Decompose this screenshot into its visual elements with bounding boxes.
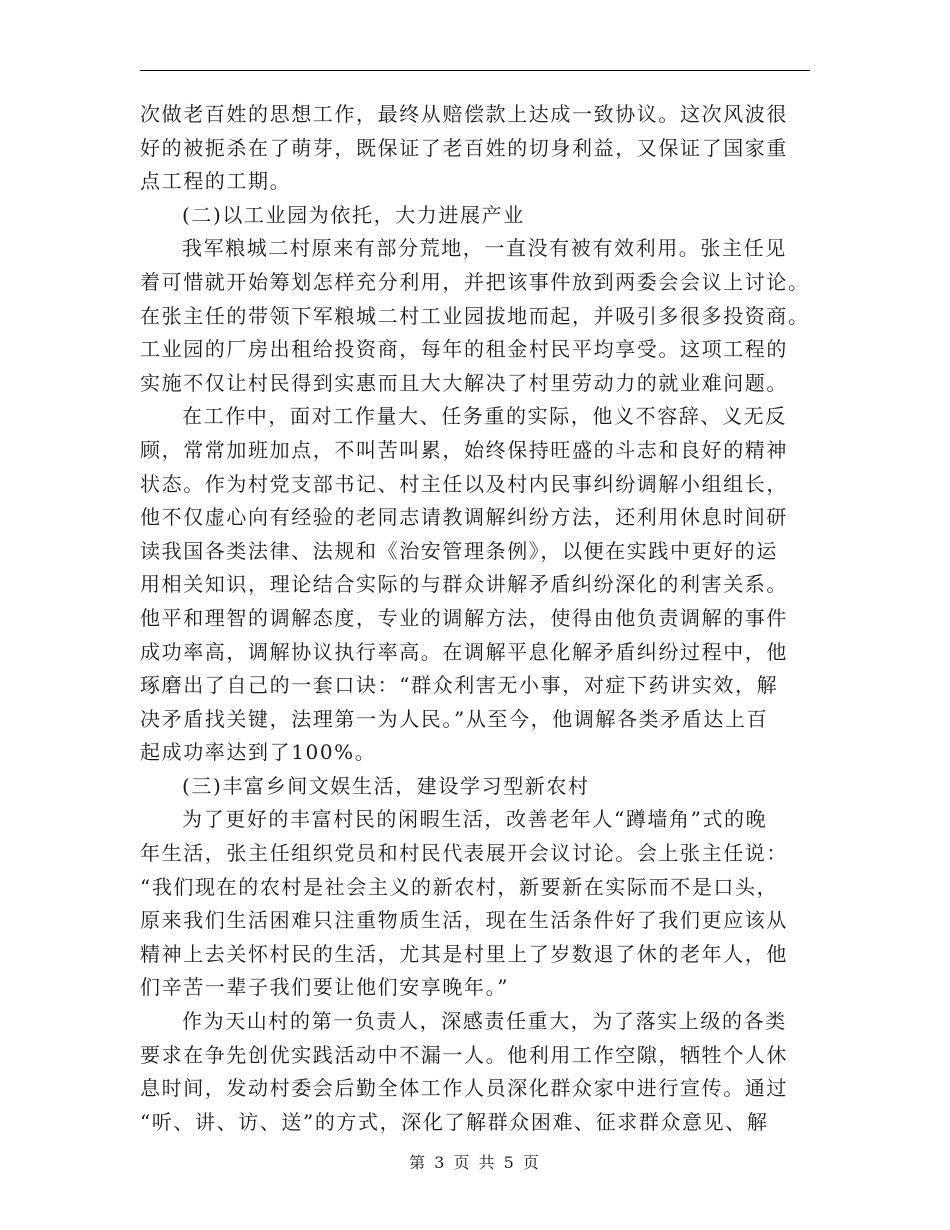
text-line: 作为天山村的第一负责人，深感责任重大，为了落实上级的各类 — [182, 1009, 787, 1034]
text-line: 实施不仅让村民得到实惠而且大大解决了村里劳动力的就业难问题。 — [140, 370, 788, 395]
text-line: 决矛盾找关键，法理第一为人民。”从至今，他调解各类矛盾达上百 — [140, 706, 769, 731]
text-line: 状态。作为村党支部书记、村主任以及村内民事纠纷调解小组组长， — [140, 471, 788, 496]
header-rule — [140, 70, 810, 71]
text-line: 年生活，张主任组织党员和村民代表展开会议讨论。会上张主任说： — [140, 841, 788, 866]
text-line: 为了更好的丰富村民的闲暇生活，改善老年人“蹲墙角”式的晚 — [182, 807, 768, 832]
text-line: 在工作中，面对工作量大、任务重的实际，他义不容辞、义无反 — [182, 404, 787, 429]
text-line: (三)丰富乡间文娱生活，建设学习型新农村 — [182, 773, 590, 798]
text-line: “我们现在的农村是社会主义的新农村，新要新在实际而不是口头， — [140, 874, 779, 899]
text-line: 成功率高，调解协议执行率高。在调解平息化解矛盾纠纷过程中，他 — [140, 639, 788, 664]
text-line: 要求在争先创优实践活动中不漏一人。他利用工作空隙，牺牲个人休 — [140, 1042, 788, 1067]
text-line: 息时间，发动村委会后勤全体工作人员深化群众家中进行宣传。通过 — [140, 1076, 788, 1101]
text-line: 顾，常常加班加点，不叫苦叫累，始终保持旺盛的斗志和良好的精神 — [140, 437, 788, 462]
document-body — [140, 98, 810, 1139]
text-line: 原来我们生活困难只注重物质生活，现在生活条件好了我们更应该从 — [140, 908, 788, 933]
text-line: 用相关知识，理论结合实际的与群众讲解矛盾纠纷深化的利害关系。 — [140, 572, 788, 597]
text-line: 琢磨出了自己的一套口诀：“群众利害无小事，对症下药讲实效，解 — [140, 673, 779, 698]
page-number: 第 3 页 共 5 页 — [409, 1153, 541, 1172]
text-line: 精神上去关怀村民的生活，尤其是村里上了岁数退了休的老年人，他 — [140, 941, 788, 966]
text-line: 起成功率达到了100%。 — [140, 740, 377, 765]
text-line: 他不仅虚心向有经验的老同志请教调解纠纷方法，还利用休息时间研 — [140, 505, 788, 530]
text-line: “听、讲、访、送”的方式，深化了解群众困难、征求群众意见、解 — [140, 1109, 769, 1134]
text-line: (二)以工业园为依托，大力进展产业 — [182, 202, 525, 227]
text-line: 好的被扼杀在了萌芽，既保证了老百姓的切身利益，又保证了国家重 — [140, 135, 788, 160]
text-line: 着可惜就开始筹划怎样充分利用，并把该事件放到两委会会议上讨论。 — [140, 269, 810, 294]
text-line: 点工程的工期。 — [140, 169, 292, 194]
text-line: 次做老百姓的思想工作，最终从赔偿款上达成一致协议。这次风波很 — [140, 102, 788, 126]
text-line: 工业园的厂房出租给投资商，每年的租金村民平均享受。这项工程的 — [140, 337, 788, 362]
text-line: 我军粮城二村原来有部分荒地，一直没有被有效利用。张主任见 — [182, 236, 787, 261]
text-line: 读我国各类法律、法规和《治安管理条例》，以便在实践中更好的运 — [140, 538, 778, 563]
text-line: 在张主任的带领下军粮城二村工业园拔地而起，并吸引多很多投资商。 — [140, 303, 810, 328]
text-line: 他平和理智的调解态度，专业的调解方法，使得由他负责调解的事件 — [140, 605, 788, 630]
text-line: 们辛苦一辈子我们要让他们安享晚年。” — [140, 975, 510, 1000]
